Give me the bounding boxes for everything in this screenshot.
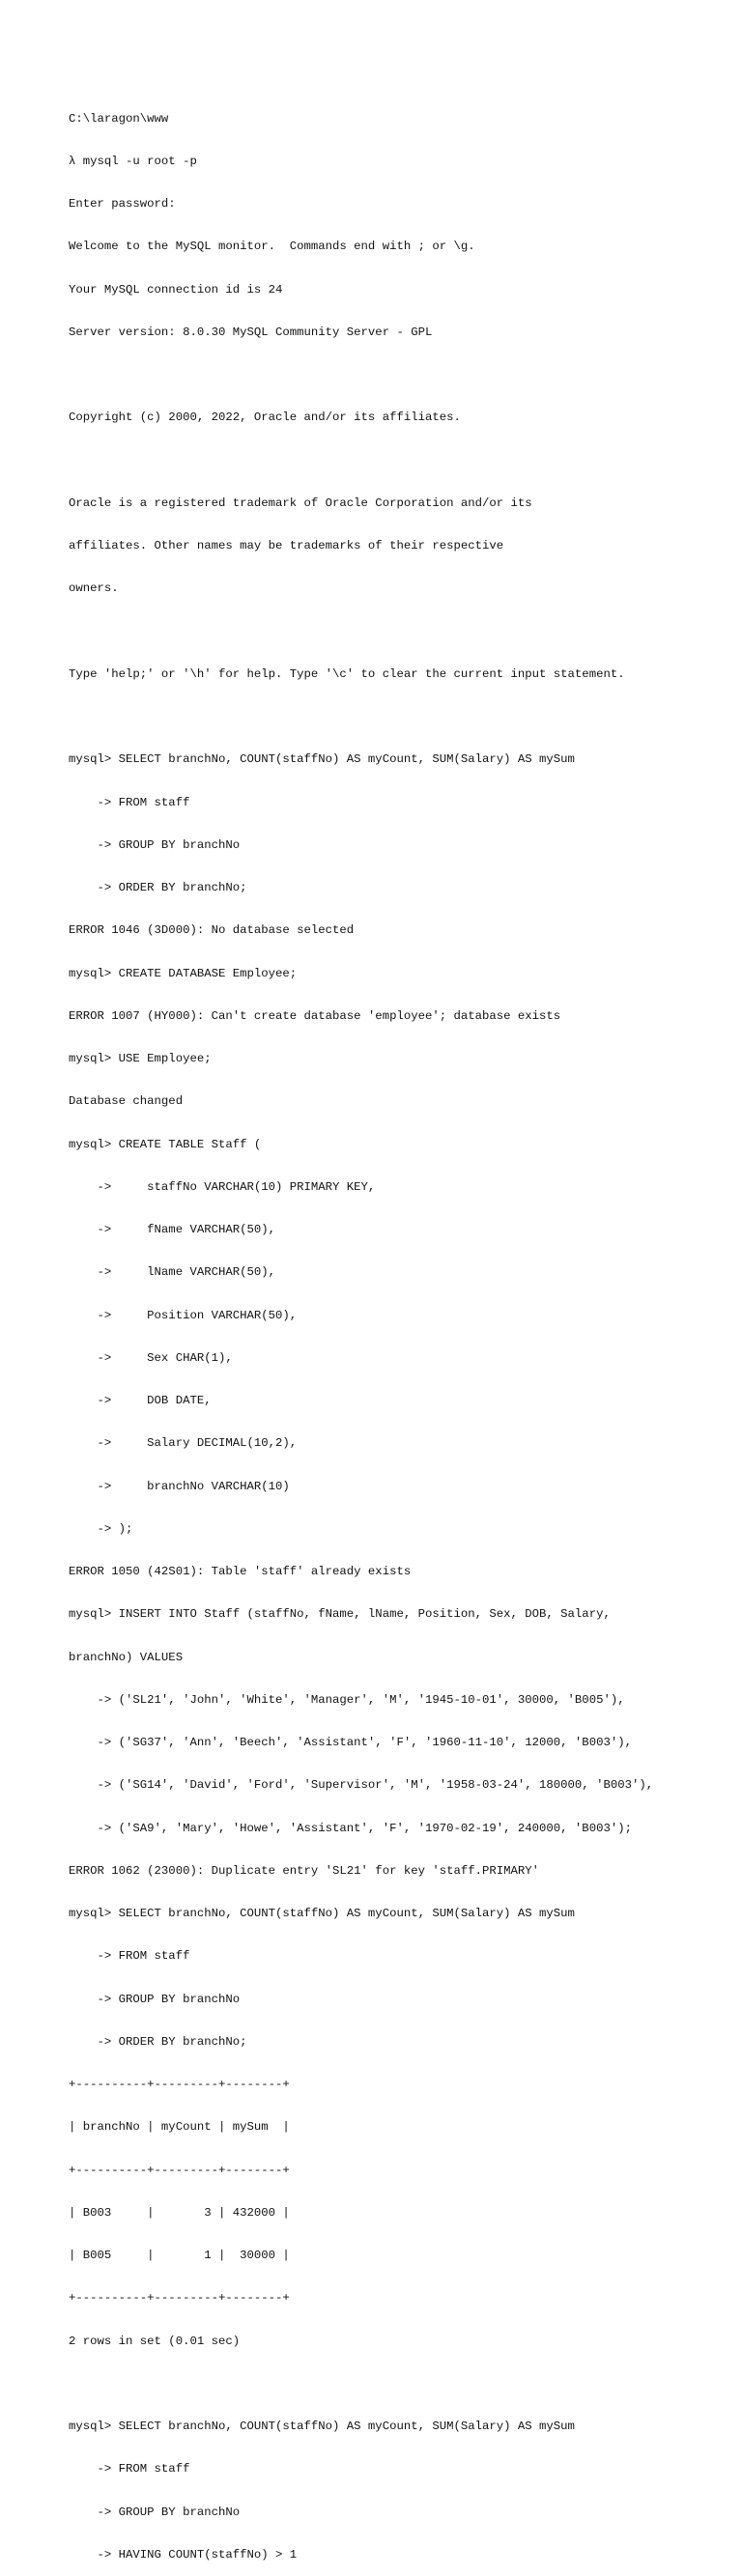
terminal-line: mysql> INSERT INTO Staff (staffNo, fName, lName, Position, Sex, DOB, Salary, bbox=[69, 1607, 611, 1622]
terminal-line: -> GROUP BY branchNo bbox=[69, 837, 241, 852]
terminal-line: ERROR 1007 (HY000): Can't create database 'employee'; database exists bbox=[69, 1008, 561, 1023]
terminal-line: -> FROM staff bbox=[69, 1949, 190, 1964]
terminal-line: -> branchNo VARCHAR(10) bbox=[69, 1479, 290, 1493]
terminal-line: branchNo) VALUES bbox=[69, 1650, 184, 1664]
terminal-line: -> lName VARCHAR(50), bbox=[69, 1265, 276, 1280]
terminal-line: ERROR 1050 (42S01): Table 'staff' already exists bbox=[69, 1565, 412, 1578]
terminal-line: -> FROM staff bbox=[69, 795, 190, 809]
terminal-line: Your MySQL connection id is 24 bbox=[69, 282, 283, 297]
terminal-line bbox=[69, 2377, 735, 2392]
terminal-line: Welcome to the MySQL monitor. Commands end with ; or \g. bbox=[69, 240, 475, 254]
terminal-line: -> GROUP BY branchNo bbox=[69, 2505, 241, 2519]
terminal-line: -> Position VARCHAR(50), bbox=[69, 1308, 298, 1322]
terminal-line: -> ); bbox=[69, 1521, 133, 1536]
terminal-line: Database changed bbox=[69, 1094, 184, 1109]
result-table-border: +----------+---------+--------+ bbox=[69, 2291, 290, 2306]
terminal-line: -> ORDER BY branchNo; bbox=[69, 2034, 247, 2049]
terminal-line: -> Sex CHAR(1), bbox=[69, 1350, 233, 1365]
result-table-border: +----------+---------+--------+ bbox=[69, 2078, 290, 2091]
terminal-line: -> GROUP BY branchNo bbox=[69, 1992, 241, 2006]
terminal-line bbox=[69, 625, 735, 639]
terminal-line: Oracle is a registered trademark of Oracle Corporation and/or its bbox=[69, 495, 532, 510]
terminal-line: Enter password: bbox=[69, 197, 176, 211]
terminal-line: Server version: 8.0.30 MySQL Community Server - GPL bbox=[69, 325, 433, 339]
terminal-line: -> ORDER BY branchNo; bbox=[69, 881, 247, 894]
result-table-row: | B005 | 1 | 30000 | bbox=[69, 2249, 290, 2262]
terminal-line: mysql> SELECT branchNo, COUNT(staffNo) AS myCount, SUM(Salary) AS mySum bbox=[69, 752, 575, 767]
terminal-line: -> ('SL21', 'John', 'White', 'Manager', 'M', '1945-10-01', 30000, 'B005'), bbox=[69, 1692, 625, 1707]
terminal-line: -> staffNo VARCHAR(10) PRIMARY KEY, bbox=[69, 1179, 376, 1194]
terminal-line: ERROR 1062 (23000): Duplicate entry 'SL21' for key 'staff.PRIMARY' bbox=[69, 1863, 540, 1878]
terminal-line: -> ('SG14', 'David', 'Ford', 'Supervisor', 'M', '1958-03-24', 180000, 'B003'), bbox=[69, 1778, 654, 1793]
terminal-line: -> DOB DATE, bbox=[69, 1394, 212, 1407]
terminal-line: C:\laragon\www bbox=[69, 111, 169, 126]
terminal-line: -> ('SA9', 'Mary', 'Howe', 'Assistant', 'F', '1970-02-19', 240000, 'B003'); bbox=[69, 1821, 632, 1835]
terminal-line: Copyright (c) 2000, 2022, Oracle and/or its affiliates. bbox=[69, 410, 461, 425]
terminal-line bbox=[69, 454, 735, 468]
terminal-line: -> ('SG37', 'Ann', 'Beech', 'Assistant', 'F', '1960-11-10', 12000, 'B003'), bbox=[69, 1736, 632, 1749]
terminal-current-input-line[interactable]: -> HAVING COUNT(staffNo) > 1 bbox=[69, 2547, 298, 2562]
terminal-line: owners. bbox=[69, 581, 119, 596]
terminal-line: mysql> SELECT branchNo, COUNT(staffNo) AS myCount, SUM(Salary) AS mySum bbox=[69, 2420, 575, 2433]
terminal-line: -> fName VARCHAR(50), bbox=[69, 1223, 276, 1236]
terminal-line: affiliates. Other names may be trademarks of their respective bbox=[69, 539, 504, 552]
terminal-line: mysql> SELECT branchNo, COUNT(staffNo) AS myCount, SUM(Salary) AS mySum bbox=[69, 1907, 575, 1920]
terminal-line: mysql> CREATE DATABASE Employee; bbox=[69, 966, 298, 980]
terminal-line: -> FROM staff bbox=[69, 2462, 190, 2477]
terminal-line: ERROR 1046 (3D000): No database selected bbox=[69, 923, 355, 938]
terminal-line: mysql> CREATE TABLE Staff ( bbox=[69, 1137, 262, 1151]
terminal-line bbox=[69, 710, 735, 724]
terminal-line: -> Salary DECIMAL(10,2), bbox=[69, 1436, 298, 1451]
terminal-output bbox=[69, 83, 735, 2576]
terminal-line: 2 rows in set (0.01 sec) bbox=[69, 2334, 241, 2348]
result-table-header: | branchNo | myCount | mySum | bbox=[69, 2120, 290, 2135]
result-table-row: | B003 | 3 | 432000 | bbox=[69, 2205, 290, 2220]
terminal-line: mysql> USE Employee; bbox=[69, 1052, 212, 1065]
result-table-border: +----------+---------+--------+ bbox=[69, 2163, 290, 2177]
terminal-line: λ mysql -u root -p bbox=[69, 154, 197, 168]
terminal-line: Type 'help;' or '\h' for help. Type '\c' to clear the current input statement. bbox=[69, 666, 625, 681]
terminal-line bbox=[69, 368, 735, 382]
